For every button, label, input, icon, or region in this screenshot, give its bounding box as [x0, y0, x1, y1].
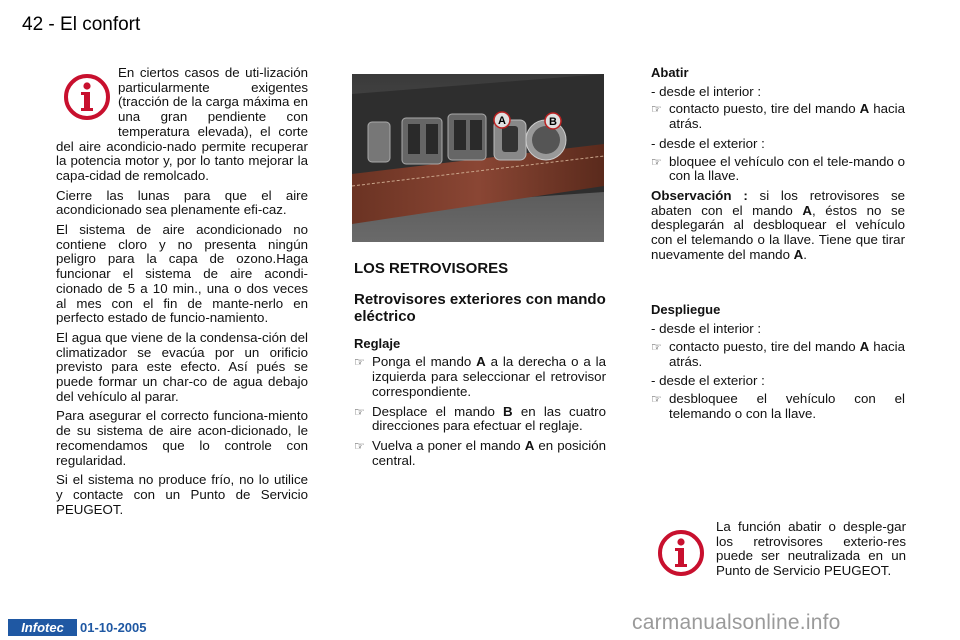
- mirror-control-photo: [352, 74, 604, 242]
- infotec-badge: Infotec: [8, 619, 77, 636]
- hand-pointer-icon: ☞: [651, 154, 662, 169]
- despliegue-title: Despliegue: [651, 302, 721, 318]
- paragraph: Si el sistema no produce frío, no lo utilice y contacte con un Punto de Servicio PEUGEOT.: [56, 472, 308, 517]
- paragraph: En ciertos casos de uti-lización particularmente exigentes (tracción de la carga máxima en una gran pendiente con temperatura elevada), el corte del aire acondicio-nado permite recuperar la potencia motor y, por lo tanto mejorar la capa-cidad de remolcado.: [56, 65, 308, 183]
- section-title: LOS RETROVISORES: [354, 260, 509, 277]
- paragraph: El sistema de aire acondicionado no contiene cloro y no presenta ningún peligro para la capa de ozono.Haga funcionar el sistema de aire acondi-cionado de 5 a 10 min., una o dos veces al mes con el fin de mante-nerlo en perfecto estado de funcio-namiento.: [56, 222, 308, 326]
- reglaje-title: Reglaje: [354, 335, 401, 351]
- page-title: 42 - El confort: [22, 14, 141, 35]
- watermark: carmanualsonline.info: [632, 611, 841, 634]
- list-item: ☞ Vuelva a poner el mando A en posición central.: [354, 437, 607, 468]
- list-item: - desde el exterior :: [651, 373, 765, 389]
- list-item: ☞ Ponga el mando A a la derecha o a la izquierda para seleccionar el retrovisor correspondiente.: [354, 354, 606, 399]
- hand-pointer-icon: ☞: [651, 102, 662, 117]
- list-item: ☞ desbloquee el vehículo con el telemando o con la llave.: [651, 390, 905, 421]
- paragraph: El agua que viene de la condensa-ción del climatizador se evacúa por un orificio previsto para este efecto. Así pués se puede formar un char-co de agua debajo del vehículo al parar.: [56, 329, 308, 404]
- hand-pointer-icon: ☞: [651, 339, 662, 354]
- section-subtitle: Retrovisores exteriores con mando eléctrico: [354, 290, 606, 325]
- list-item: ☞ contacto puesto, tire del mando A hacia atrás.: [651, 101, 905, 132]
- hand-pointer-icon: ☞: [354, 355, 365, 370]
- aircon-column: [56, 66, 308, 522]
- abatir-title: Abatir: [651, 65, 689, 80]
- fold-column: [651, 66, 905, 426]
- list-item: ☞ Desplace el mando B en las cuatro direcciones para efectuar el reglaje.: [354, 403, 606, 434]
- observation: Observación : si los retrovisores se abaten con el mando A, éstos no se desplegarán al desbloquear el vehículo con el telemando o la llave. Tiene que tirar nuevamente del mando A.: [651, 187, 905, 262]
- list-item: ☞ bloquee el vehículo con el tele-mando o con la llave.: [651, 153, 905, 184]
- info-note: La función abatir o desple-gar los retrovisores exterio-res puede ser neutralizada en un Punto de Servicio PEUGEOT.: [716, 519, 906, 579]
- list-item: - desde el interior :: [651, 83, 762, 99]
- list-item: ☞ contacto puesto, tire del mando A hacia atrás.: [651, 338, 905, 369]
- label-a: A: [498, 115, 506, 127]
- label-b: B: [549, 116, 557, 128]
- paragraph: Para asegurar el correcto funciona-miento de su sistema de aire acon-dicionado, le recomendamos que lo controle con regularidad.: [56, 408, 308, 468]
- mirrors-column: [354, 262, 606, 473]
- info-icon: [656, 528, 706, 578]
- hand-pointer-icon: ☞: [354, 404, 365, 419]
- list-item: - desde el exterior :: [651, 135, 765, 151]
- hand-pointer-icon: ☞: [651, 391, 662, 406]
- hand-pointer-icon: ☞: [354, 438, 365, 453]
- paragraph: Cierre las lunas para que el aire acondicionado sea plenamente efi-caz.: [56, 187, 308, 218]
- footer-date: 01-10-2005: [80, 620, 147, 635]
- list-item: - desde el interior :: [651, 321, 762, 337]
